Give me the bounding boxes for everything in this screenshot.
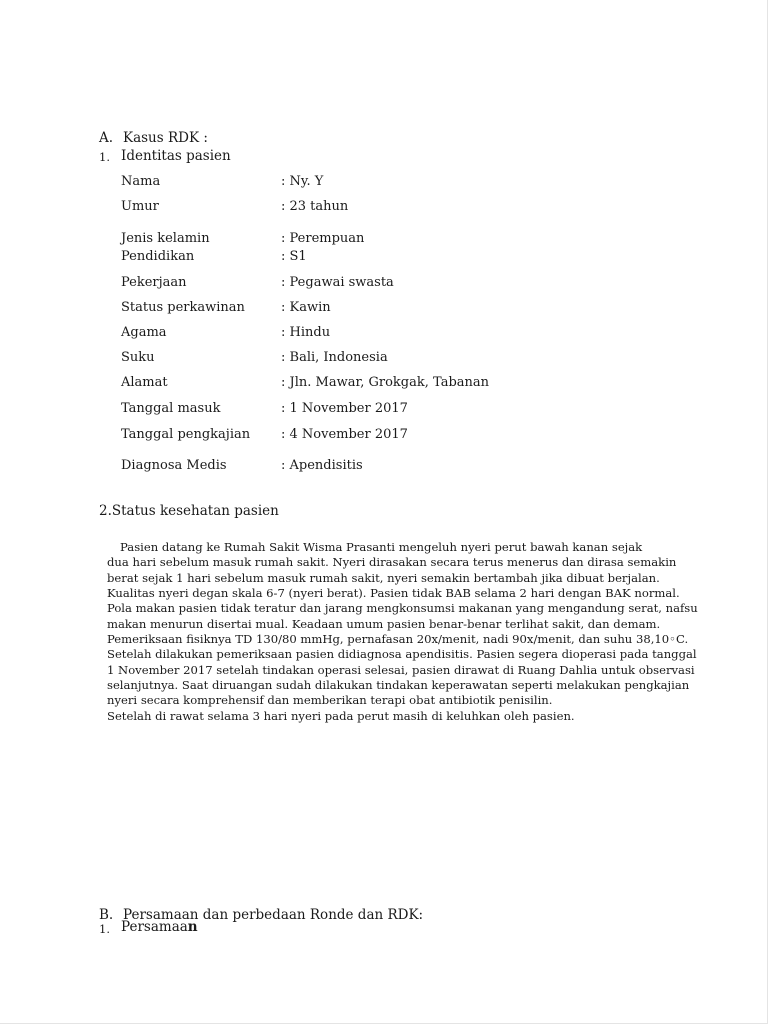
status-kesehatan-paragraph bbox=[107, 540, 698, 724]
paragraph-line: nyeri secara komprehensif dan memberikan terapi obat antibiotik penisilin. bbox=[107, 693, 553, 708]
paragraph-line: Kualitas nyeri degan skala 6-7 (nyeri berat). Pasien tidak BAB selama 2 hari dengan BAK normal. bbox=[107, 586, 680, 601]
field-label-diagnosa-medis: Diagnosa Medis bbox=[121, 458, 227, 473]
field-value-pendidikan: : S1 bbox=[281, 249, 307, 264]
field-value-suku: : Bali, Indonesia bbox=[281, 350, 388, 365]
field-value-tanggal-masuk: : 1 November 2017 bbox=[281, 401, 408, 416]
field-label-tanggal-pengkajian: Tanggal pengkajian bbox=[121, 427, 251, 442]
paragraph-line: 1 November 2017 setelah tindakan operasi selesai, pasien dirawat di Ruang Dahlia untuk observasi bbox=[107, 662, 695, 677]
field-value-diagnosa-medis: : Apendisitis bbox=[281, 458, 363, 473]
section-b-marker: B. bbox=[99, 907, 114, 923]
paragraph-line: dua hari sebelum masuk rumah sakit. Nyeri dirasakan secara terus menerus dan dirasa semakin bbox=[107, 555, 677, 570]
field-label-pendidikan: Pendidikan bbox=[121, 249, 195, 264]
paragraph-line: Setelah dilakukan pemeriksaan pasien didiagnosa apendisitis. Pasien segera dioperasi pada tanggal bbox=[107, 647, 697, 662]
identitas-title: Identitas pasien bbox=[121, 148, 231, 164]
field-value-jenis-kelamin: : Perempuan bbox=[281, 231, 365, 246]
field-value-status-perkawinan: : Kawin bbox=[281, 300, 331, 315]
field-value-tanggal-pengkajian: : 4 November 2017 bbox=[281, 427, 408, 442]
paragraph-line: Pola makan pasien tidak teratur dan jarang mengkonsumsi makanan yang mengandung serat, nafsu bbox=[107, 601, 698, 616]
field-label-status-perkawinan: Status perkawinan bbox=[121, 300, 245, 315]
status-kesehatan-heading: 2.Status kesehatan pasien bbox=[99, 503, 279, 519]
field-label-suku: Suku bbox=[121, 350, 155, 365]
persamaan-title-main: Persamaa bbox=[121, 919, 188, 935]
field-label-agama: Agama bbox=[121, 325, 167, 340]
paragraph-line: berat sejak 1 hari sebelum masuk rumah sakit, nyeri semakin bertambah jika dibuat berjalan. bbox=[107, 570, 660, 585]
field-label-pekerjaan: Pekerjaan bbox=[121, 275, 187, 290]
field-value-agama: : Hindu bbox=[281, 325, 331, 340]
field-value-alamat: : Jln. Mawar, Grokgak, Tabanan bbox=[281, 375, 490, 390]
section-a-marker: A. bbox=[99, 130, 114, 146]
field-value-umur: : 23 tahun bbox=[281, 199, 349, 214]
field-label-alamat: Alamat bbox=[121, 375, 168, 390]
field-label-jenis-kelamin: Jenis kelamin bbox=[121, 231, 210, 246]
field-value-pekerjaan: : Pegawai swasta bbox=[281, 275, 394, 290]
field-value-nama: : Ny. Y bbox=[281, 174, 324, 189]
field-label-nama: Nama bbox=[121, 174, 161, 189]
paragraph-line: makan menurun disertai mual. Keadaan umum pasien benar-benar terlihat sakit, dan demam. bbox=[107, 616, 661, 631]
persamaan-number: 1. bbox=[99, 922, 110, 936]
persamaan-title-tail: n bbox=[187, 919, 198, 935]
field-label-umur: Umur bbox=[121, 199, 159, 214]
persamaan-title bbox=[121, 919, 198, 935]
identitas-number: 1. bbox=[99, 150, 110, 164]
section-a-title: Kasus RDK : bbox=[123, 130, 208, 146]
paragraph-line: Setelah di rawat selama 3 hari nyeri pada perut masih di keluhkan oleh pasien. bbox=[107, 708, 575, 723]
field-label-tanggal-masuk: Tanggal masuk bbox=[121, 401, 221, 416]
section-b-title: Persamaan dan perbedaan Ronde dan RDK: bbox=[123, 907, 424, 923]
paragraph-line: Pasien datang ke Rumah Sakit Wisma Prasanti mengeluh nyeri perut bawah kanan sejak bbox=[120, 540, 643, 554]
paragraph-line: selanjutnya. Saat diruangan sudah dilakukan tindakan keperawatan seperti melakukan pengkajian bbox=[107, 678, 690, 693]
paragraph-line: Pemeriksaan fisiknya TD 130/80 mmHg, pernafasan 20x/menit, nadi 90x/menit, dan suhu 38,10◦C. bbox=[107, 632, 689, 647]
